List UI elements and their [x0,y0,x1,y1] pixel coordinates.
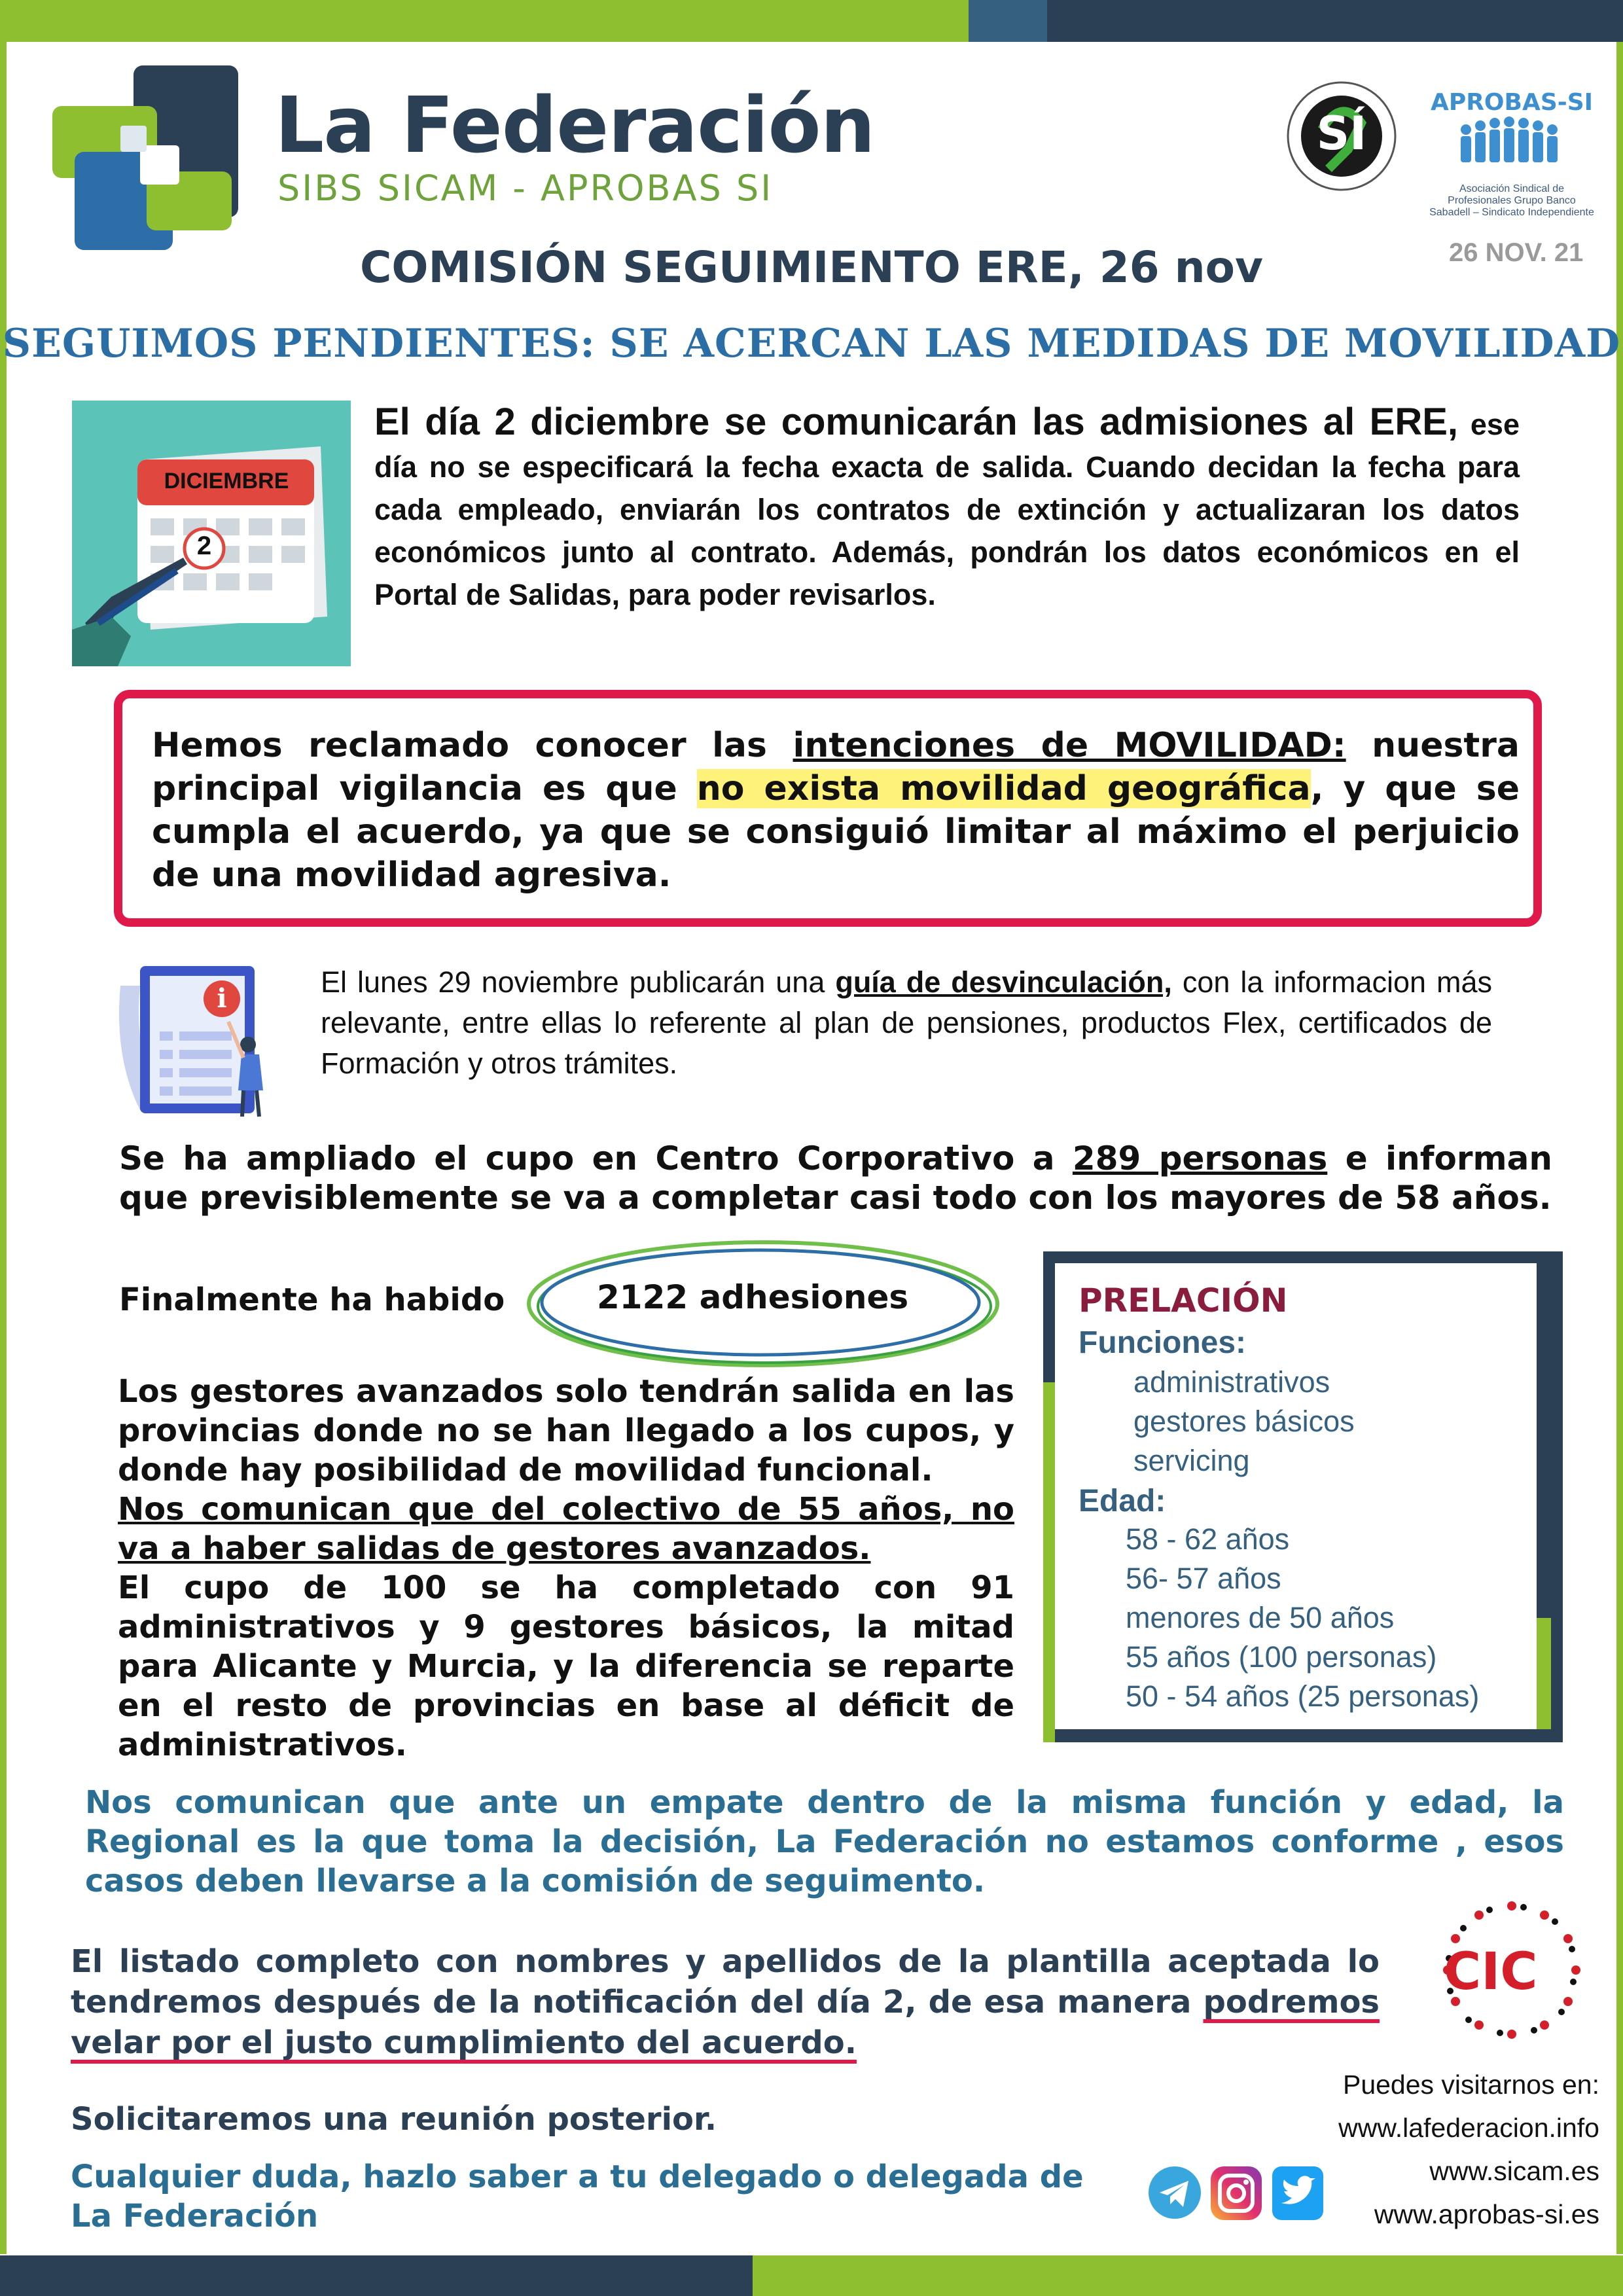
listado-underlined: podremos velar por el justo cumplimiento del acuerdo. [71,1984,1380,2061]
prelacion-funciones-label: Funciones: [1079,1325,1247,1360]
cic-label: CIC [1444,1943,1538,2001]
prelacion-title: PRELACIÓN [1079,1282,1288,1319]
paragraph-dudas: Cualquier duda, hazlo saber a tu delegado o delegada de La Federación [71,2159,1084,2234]
left-border [0,42,7,2254]
adhesiones-value: 2122 adhesiones [597,1278,909,1316]
gestores-underlined: Nos comunican que del colectivo de 55 años, no va a haber salidas de gestores avanzados. [118,1491,1014,1567]
twitter-icon[interactable] [1270,2161,1326,2224]
instagram-icon[interactable] [1208,2161,1264,2224]
paragraph-admisiones-rest: ese día no se especificará la fecha exacta de salida. Cuando decidan la fecha para cada empleado, enviarán los contratos de extinción y actualizaran los datos económicos junto al contrato. Además, pondrán los datos económicos en el Portal de Salidas, para poder revisarlos. [374,408,1520,611]
svg-text:SÍ: SÍ [1316,107,1367,160]
sicam-logo-icon [1276,71,1407,215]
cupo-underlined: 289 personas [1072,1139,1328,1177]
cupo-text-c: e informan que previsiblemente se va a completar casi todo con los mayores de 58 años. [119,1139,1552,1217]
movilidad-highlight: no exista movilidad geográfica [696,769,1311,808]
svg-text:i: i [217,983,227,1014]
movilidad-text-e: , y que se cumpla el acuerdo, ya que se consiguió limitar al máximo el perjuicio de una movilidad agresiva. [152,769,1520,895]
movilidad-text-c: nuestra principal vigilancia es que [152,726,1520,808]
paragraph-reunion: Solicitaremos una reunión posterior. [71,2101,717,2138]
svg-text:APROBAS-SI: APROBAS-SI [1430,89,1594,116]
movilidad-text-a: Hemos reclamado conocer las [152,726,793,765]
paragraph-guia [321,962,1492,1084]
paragraph-empate: Nos comunican que ante un empate dentro de la misma función y edad, la Regional es la que toma la decisión, La Federación no estamos conforme , esos casos deben llevarse a la comisión de seguimento. [85,1784,1564,1899]
paragraph-movilidad [152,724,1520,897]
contact-intro: Puedes visitarnos en: [1342,2070,1599,2100]
right-border [1616,42,1623,2254]
prelacion-edad-item: menores de 50 años [1126,1601,1395,1634]
top-bar [0,0,1623,42]
listado-text-a: El listado completo con nombres y apellidos de la plantilla aceptada lo tendremos después de la notificación del día 2, de esa manera [71,1943,1380,2020]
guia-text-c: con la informacion más relevante, entre ellas lo referente al plan de pensiones, productos Flex, certificados de Formación y otros trámites. [321,965,1493,1080]
prelacion-edad-item: 50 - 54 años (25 personas) [1126,1679,1480,1713]
brand-name: La Federación [275,80,875,170]
movilidad-underlined: intenciones de MOVILIDAD: [793,726,1346,765]
page-title: COMISIÓN SEGUIMIENTO ERE, 26 nov [359,242,1263,293]
telegram-icon[interactable] [1147,2161,1203,2224]
prelacion-funcion-item: servicing [1133,1444,1250,1477]
aprobas-caption: Asociación Sindical de Profesionales Grupo Banco Sabadell – Sindicato Independiente [1429,183,1594,218]
contact-link-lafederacion[interactable]: www.lafederacion.info [1338,2113,1599,2143]
prelacion-edad-item: 55 años (100 personas) [1126,1640,1437,1674]
calendar-day: 2 [196,531,212,560]
page-subtitle: SEGUIMOS PENDIENTES: SE ACERCAN LAS MEDIDAS DE MOVILIDAD [2,321,1621,367]
calendar-illustration [72,401,351,666]
federacion-logo-icon [48,60,245,263]
paragraph-cupo-centro [119,1139,1552,1217]
paragraph-listado [71,1941,1380,2063]
prelacion-edad-item: 56- 57 años [1126,1562,1281,1595]
prelacion-funcion-item: gestores básicos [1133,1405,1355,1438]
contact-link-aprobas[interactable]: www.aprobas-si.es [1374,2199,1599,2229]
cupo-text-a: Se ha ampliado el cupo en Centro Corporativo a [119,1139,1073,1177]
document-date: 26 NOV. 21 [1449,238,1584,267]
gestores-text-a: Los gestores avanzados solo tendrán salida en las provincias donde no se han llegado a los cupos, y donde hay posibilidad de movilidad funcional. [118,1373,1014,1488]
prelacion-edad-item: 58 - 62 años [1126,1522,1290,1556]
adhesiones-label: Finalmente ha habido [119,1282,505,1318]
bottom-bar [0,2255,1623,2296]
contact-link-sicam[interactable]: www.sicam.es [1429,2156,1599,2186]
calendar-month: DICIEMBRE [164,469,289,493]
brand-subtitle: SIBS SICAM - APROBAS SI [277,168,774,209]
guia-underlined: guía de desvinculación, [835,965,1172,999]
guia-text-a: El lunes 29 noviembre publicarán una [321,965,836,999]
info-document-icon [114,960,277,1121]
contact-block [1338,2063,1599,2236]
paragraph-admisiones [374,401,1520,616]
gestores-text-c: El cupo de 100 se ha completado con 91 administrativos y 9 gestores básicos, la mitad para Alicante y Murcia, y la diferencia se reparte en el resto de provincias en base al déficit de administrativos. [118,1570,1014,1763]
paragraph-admisiones-lead: El día 2 diciembre se comunicarán las admisiones al ERE, [374,401,1459,443]
paragraph-gestores [118,1372,1014,1765]
prelacion-funcion-item: administrativos [1133,1365,1330,1399]
prelacion-edad-label: Edad: [1079,1484,1166,1518]
